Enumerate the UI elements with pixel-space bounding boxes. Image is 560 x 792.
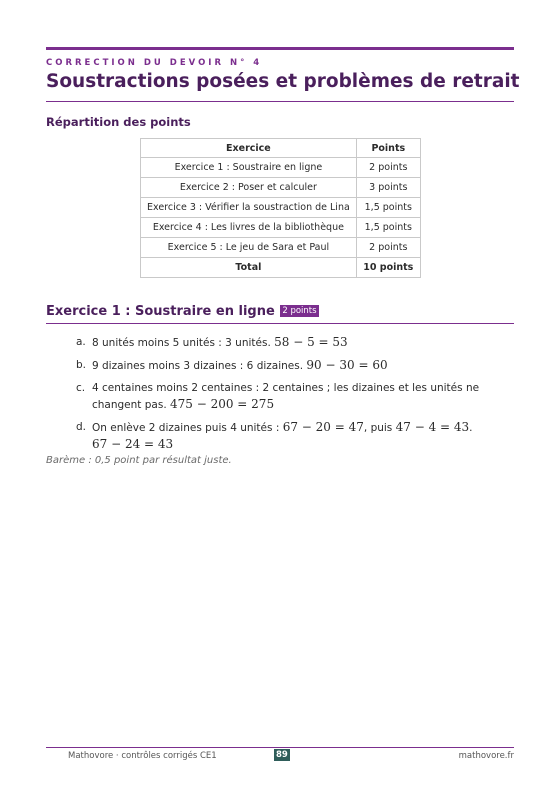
points-badge: 2 points [282,306,317,316]
table-cell-exercice: Exercice 4 : Les livres de la bibliothèque [141,218,357,238]
column-header-points: Points [356,139,420,158]
answer-item-a [76,334,496,351]
answer-math-second: 47 − 4 = 43 [395,420,470,434]
table-cell-points: 3 points [356,178,420,198]
answer-text: 8 unités moins 5 unités : 3 unités. [92,337,275,349]
table-cell-points: 1,5 points [356,218,420,238]
document-kicker: CORRECTION DU DEVOIR N° 4 [46,58,263,68]
answer-punctuation: . [469,422,473,434]
answer-math: 67 − 20 = 47 [282,420,364,434]
footer-source: Mathovore · contrôles corrigés CE1 [68,751,217,761]
total-points: 10 points [356,258,420,278]
title-rule [46,101,514,102]
table-header-row [141,139,421,158]
table-cell-exercice: Exercice 3 : Vérifier la soustraction de Lina [141,198,357,218]
answer-list [76,334,496,459]
footer-site: mathovore.fr [458,751,514,761]
footer-rule [46,747,514,748]
answer-text: 9 dizaines moins 3 dizaines : 6 dizaines. [92,360,307,372]
table-row [141,158,421,178]
document-page [46,0,520,792]
answer-text: On enlève 2 dizaines puis 4 unités : [92,422,283,434]
table-cell-exercice: Exercice 5 : Le jeu de Sara et Paul [141,238,357,258]
exercise-1-rule [46,323,514,324]
points-heading: Répartition des points [46,115,191,129]
table-cell-exercice: Exercice 2 : Poser et calculer [141,178,357,198]
answer-item-d [76,419,496,453]
exercise-1-heading [46,304,319,319]
column-header-exercice: Exercice [141,139,357,158]
points-table [140,138,421,278]
answer-math: 475 − 200 = 275 [170,397,275,411]
table-cell-exercice: Exercice 1 : Soustraire en ligne [141,158,357,178]
answer-math: 90 − 30 = 60 [306,358,388,372]
answer-math-final: 67 − 24 = 43 [92,437,174,451]
exercise-1-title: Exercice 1 : Soustraire en ligne [46,304,275,319]
table-cell-points: 1,5 points [356,198,420,218]
answer-math: 58 − 5 = 53 [274,335,348,349]
document-title: Soustractions posées et problèmes de retrait [46,71,520,92]
table-cell-points: 2 points [356,158,420,178]
table-cell-points: 2 points [356,238,420,258]
table-row [141,218,421,238]
table-row [141,238,421,258]
answer-marker: c. [76,382,86,394]
answer-item-c [76,380,496,413]
answer-text-continued: , puis [363,422,396,434]
bareme-note: Barème : 0,5 point par résultat juste. [46,455,232,466]
table-row [141,198,421,218]
answer-marker: a. [76,336,86,348]
top-rule [46,47,514,50]
answer-marker: b. [76,359,87,371]
answer-text: 4 centaines moins 2 centaines : 2 centaines ; les dizaines et les unités ne changent pas. [92,382,480,411]
table-row [141,178,421,198]
total-label: Total [141,258,357,278]
answer-item-b [76,357,496,374]
table-total-row [141,258,421,278]
answer-marker: d. [76,421,87,433]
page-number: 89 [276,750,288,760]
